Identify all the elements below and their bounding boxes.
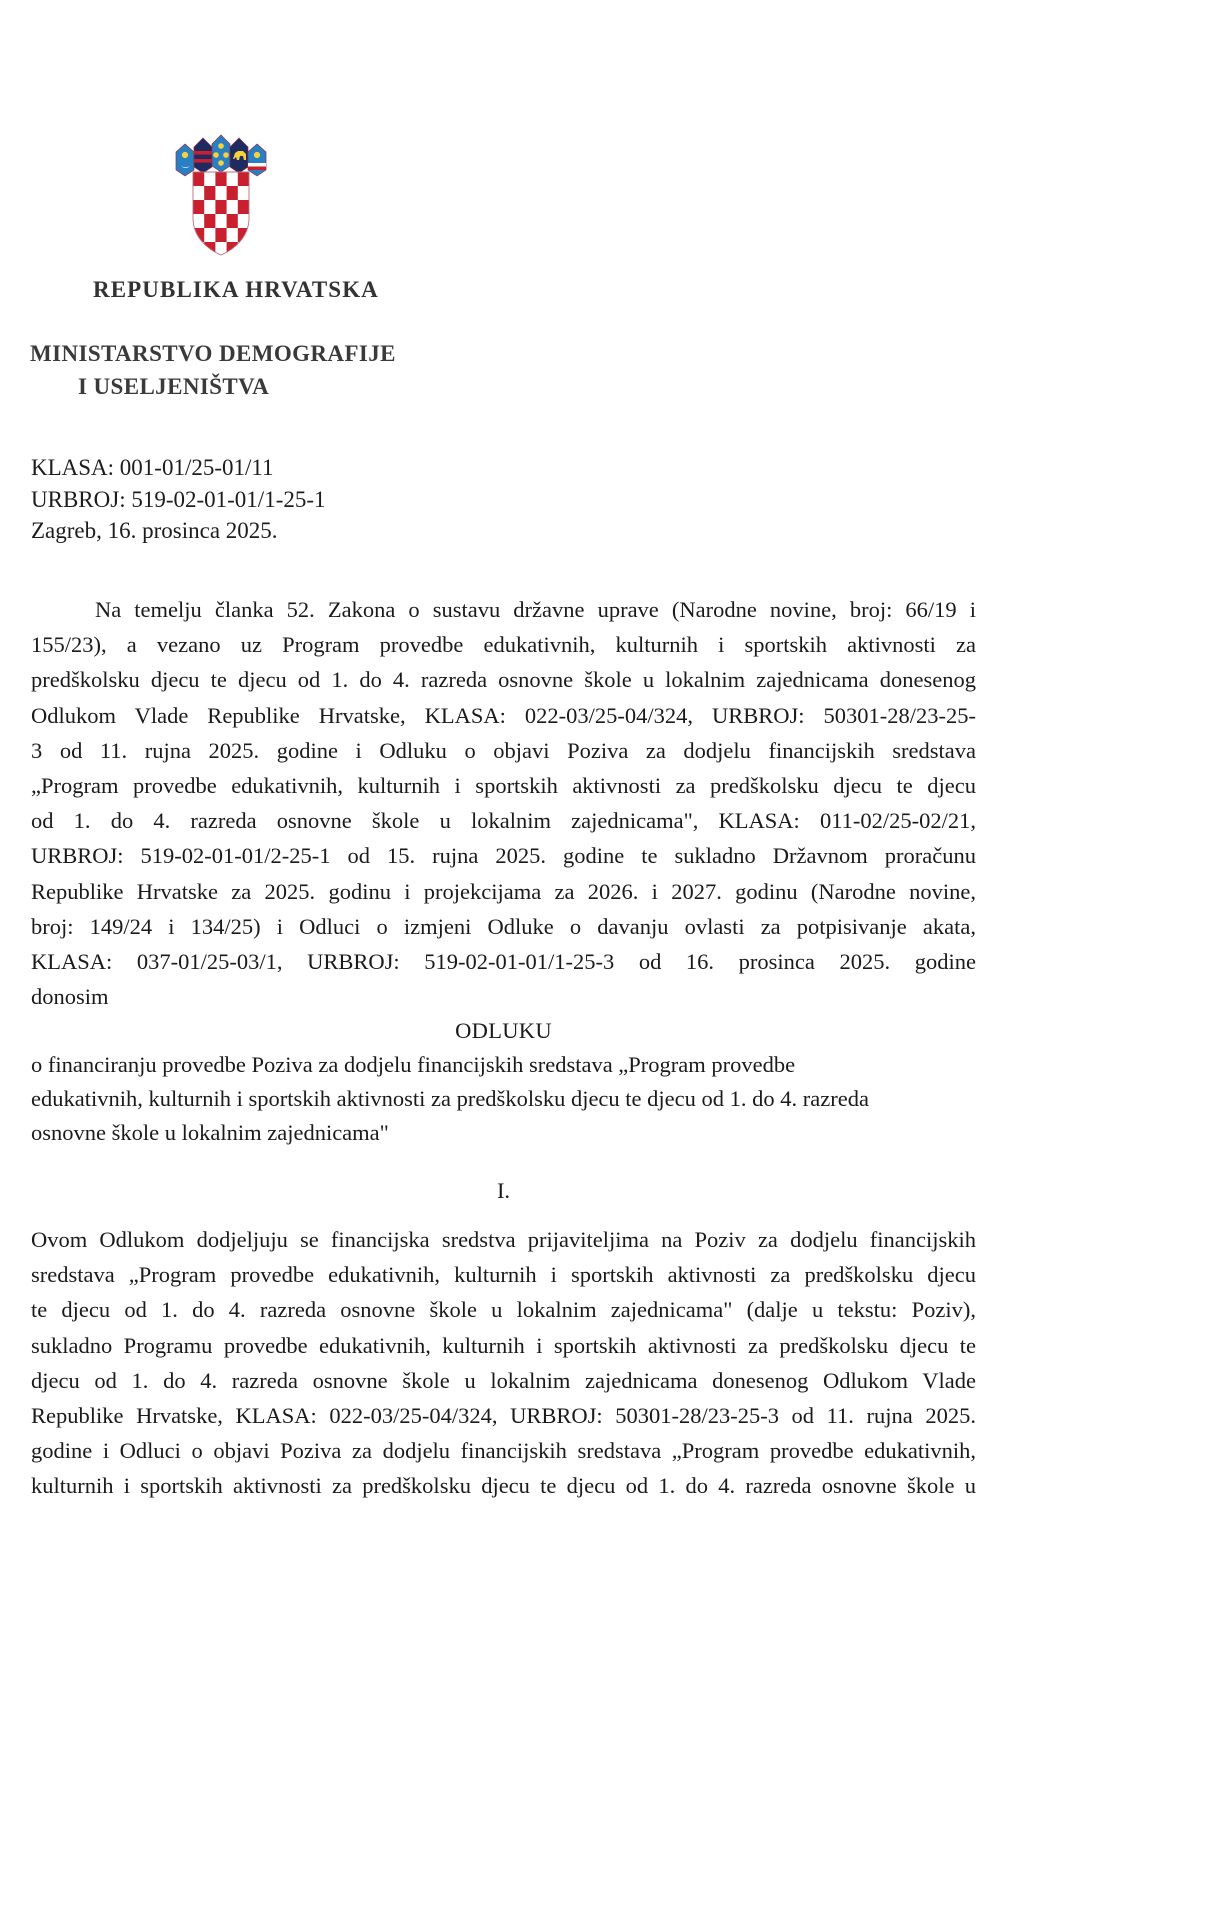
preamble-line: 155/23), a vezano uz Program provedbe edukativnih, kulturnih i sportskih aktivnosti za (31, 632, 976, 658)
place-date-line: Zagreb, 16. prosinca 2025. (31, 518, 278, 544)
section-one-body (31, 1222, 976, 1504)
preamble-line: Republike Hrvatske za 2025. godinu i projekcijama za 2026. i 2027. godinu (Narodne novine, (31, 878, 976, 904)
klasa-line: KLASA: 001-01/25-01/11 (31, 455, 274, 480)
decision-subtitle-line: osnovne škole u lokalnim zajednicama" (31, 1120, 389, 1146)
preamble-line: „Program provedbe edukativnih, kulturnih i sportskih aktivnosti za predškolsku djecu te djecu (31, 773, 976, 799)
preamble-paragraph (31, 592, 976, 1014)
ministry-line-2: I USELJENIŠTVA (78, 373, 270, 399)
preamble-line: Na temelju članka 52. Zakona o sustavu državne uprave (Narodne novine, broj: 66/19 i (95, 597, 976, 622)
country-heading: REPUBLIKA HRVATSKA (93, 277, 379, 302)
section-line: te djecu od 1. do 4. razreda osnovne škole u lokalnim zajednicama" (dalje u tekstu: Poziv), (31, 1297, 976, 1323)
decision-subtitle-line: o financiranju provedbe Poziva za dodjelu financijskih sredstava „Program provedbe (31, 1052, 796, 1077)
section-line: sredstava „Program provedbe edukativnih, kulturnih i sportskih aktivnosti za predškolsku djecu (31, 1262, 976, 1288)
preamble-line: predškolsku djecu te djecu od 1. do 4. razreda osnovne škole u lokalnim zajednicama donesenog (31, 667, 976, 693)
decision-subtitle-line: edukativnih, kulturnih i sportskih aktivnosti za predškolsku djecu te djecu od 1. do 4. razreda (31, 1086, 869, 1112)
section-number: I. (496, 1178, 511, 1203)
section-line: Republike Hrvatske, KLASA: 022-03/25-04/324, URBROJ: 50301-28/23-25-3 od 11. rujna 2025. (31, 1403, 976, 1429)
section-line: godine i Odluci o objavi Poziva za dodjelu financijskih sredstava „Program provedbe edukativnih, (31, 1438, 976, 1464)
preamble-line: KLASA: 037-01/25-03/1, URBROJ: 519-02-01-01/1-25-3 od 16. prosinca 2025. godine (31, 949, 976, 975)
preamble-line: 3 od 11. rujna 2025. godine i Odluku o objavi Poziva za dodjelu financijskih sredstava (31, 737, 976, 763)
ministry-line-1: MINISTARSTVO DEMOGRAFIJE (30, 341, 396, 366)
reference-block (31, 452, 326, 547)
preamble-line: broj: 149/24 i 134/25) i Odluci o izmjeni Odluke o davanju ovlasti za potpisivanje akata, (31, 913, 976, 939)
section-line: kulturnih i sportskih aktivnosti za predškolsku djecu te djecu od 1. do 4. razreda osnovne škole u (31, 1473, 976, 1499)
preamble-line: Odlukom Vlade Republike Hrvatske, KLASA: 022-03/25-04/324, URBROJ: 50301-28/23-25- (31, 702, 976, 728)
preamble-line: URBROJ: 519-02-01-01/2-25-1 od 15. rujna 2025. godine te sukladno Državnom proračunu (31, 843, 976, 869)
preamble-line: od 1. do 4. razreda osnovne škole u lokalnim zajednicama", KLASA: 011-02/25-02/21, (31, 808, 976, 834)
decision-subtitle (31, 1048, 976, 1151)
decision-heading: ODLUKU (455, 1018, 552, 1043)
urbroj-line: URBROJ: 519-02-01-01/1-25-1 (31, 486, 326, 512)
section-line: djecu od 1. do 4. razreda osnovne škole u lokalnim zajednicama donesenog Odlukom Vlade (31, 1367, 976, 1393)
ministry-heading (30, 338, 550, 403)
section-line: sukladno Programu provedbe edukativnih, kulturnih i sportskih aktivnosti za predškolsku djecu te (31, 1332, 976, 1358)
section-line: Ovom Odlukom dodjeljuju se financijska sredstva prijaviteljima na Poziv za dodjelu financijskih (31, 1227, 976, 1252)
croatian-coat-of-arms-icon (173, 126, 269, 256)
preamble-line-donosim: donosim (31, 984, 109, 1010)
